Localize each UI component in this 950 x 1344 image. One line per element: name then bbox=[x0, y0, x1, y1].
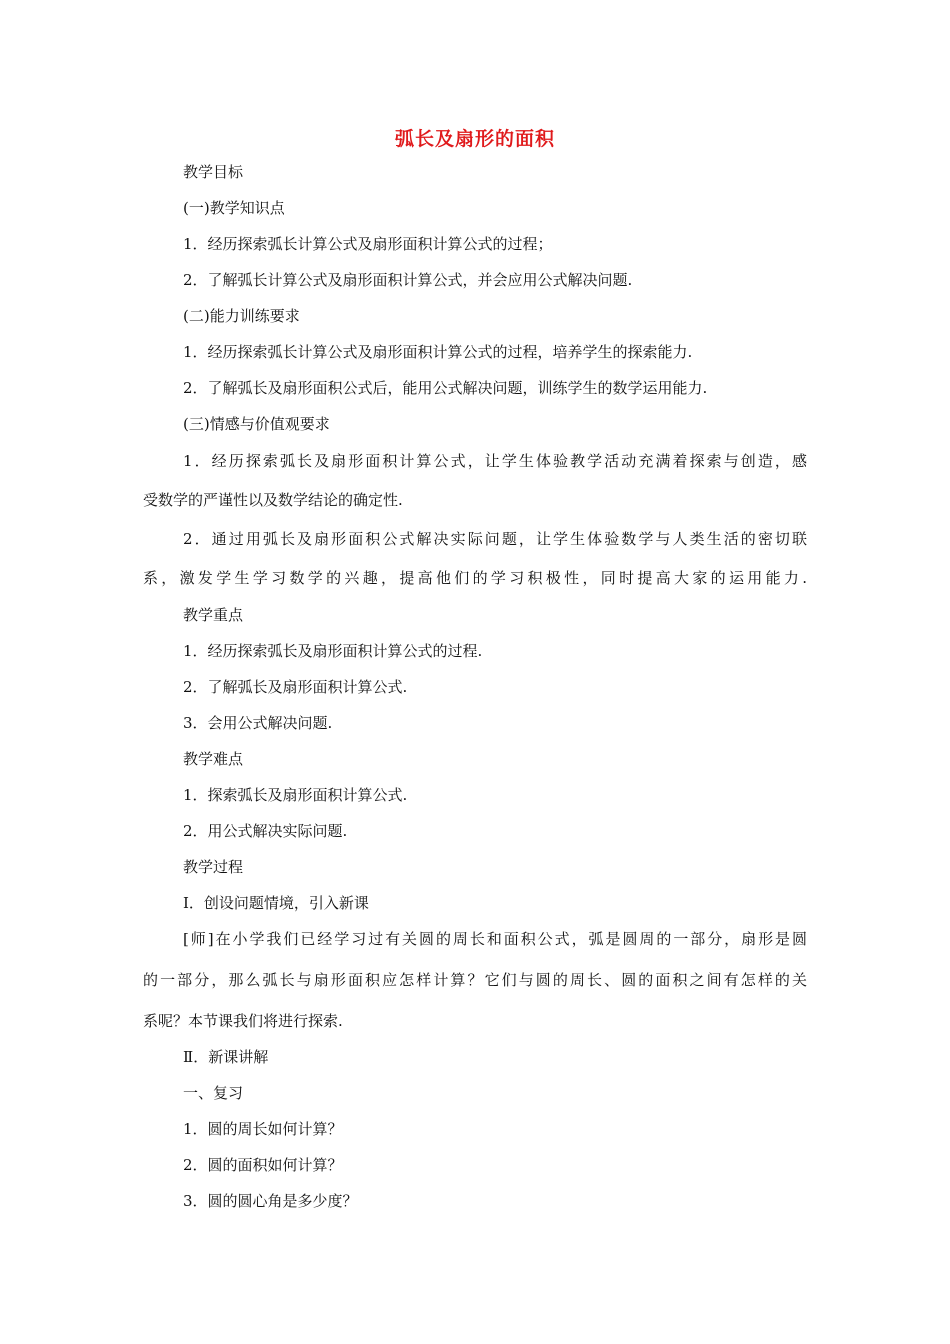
paragraph-line: 3．圆的圆心角是多少度？ bbox=[183, 1192, 358, 1210]
paragraph-line: 1．经历探索弧长计算公式及扇形面积计算公式的过程，培养学生的探索能力. bbox=[183, 343, 693, 361]
paragraph-line: 1．经历探索弧长及扇形面积计算公式，让学生体验教学活动充满着探索与创造，感 bbox=[183, 452, 807, 470]
paragraph-line: 1．探索弧长及扇形面积计算公式. bbox=[183, 786, 408, 804]
paragraph-line: 2．通过用弧长及扇形面积公式解决实际问题，让学生体验数学与人类生活的密切联 bbox=[183, 530, 807, 548]
paragraph-line: 2．用公式解决实际问题. bbox=[183, 822, 348, 840]
heading-teaching-process: 教学过程 bbox=[183, 858, 244, 876]
paragraph-line: [师]在小学我们已经学习过有关圆的周长和面积公式，弧是圆周的一部分，扇形是圆 bbox=[183, 930, 807, 948]
paragraph-line: 2．圆的面积如何计算？ bbox=[183, 1156, 343, 1174]
paragraph-line: 2．了解弧长及扇形面积公式后，能用公式解决问题，训练学生的数学运用能力. bbox=[183, 379, 708, 397]
subheading-knowledge-points: (一)教学知识点 bbox=[183, 199, 285, 217]
paragraph-line: 2．了解弧长计算公式及扇形面积计算公式，并会应用公式解决问题. bbox=[183, 271, 633, 289]
heading-difficult-points: 教学难点 bbox=[183, 750, 244, 768]
subheading-ability-training: (二)能力训练要求 bbox=[183, 307, 300, 325]
paragraph-line: 1．圆的周长如何计算？ bbox=[183, 1120, 343, 1138]
section-heading-1: Ⅰ．创设问题情境，引入新课 bbox=[183, 894, 369, 912]
paragraph-line: 系，激发学生学习数学的兴趣，提高他们的学习积极性，同时提高大家的运用能力. bbox=[143, 569, 807, 587]
paragraph-line: 受数学的严谨性以及数学结论的确定性. bbox=[143, 491, 403, 509]
paragraph-line: 3．会用公式解决问题. bbox=[183, 714, 333, 732]
section-heading-2: Ⅱ．新课讲解 bbox=[183, 1048, 269, 1066]
paragraph-line: 2．了解弧长及扇形面积计算公式. bbox=[183, 678, 408, 696]
document-title: 弧长及扇形的面积 bbox=[394, 128, 555, 150]
paragraph-line: 系呢？本节课我们将进行探索. bbox=[143, 1012, 343, 1030]
paragraph-line: 1．经历探索弧长计算公式及扇形面积计算公式的过程； bbox=[183, 235, 553, 253]
subsection-heading-review: 一、复习 bbox=[183, 1084, 244, 1102]
paragraph-line: 的一部分，那么弧长与扇形面积应怎样计算？它们与圆的周长、圆的面积之间有怎样的关 bbox=[143, 971, 807, 989]
heading-key-points: 教学重点 bbox=[183, 606, 244, 624]
paragraph-line: 1．经历探索弧长及扇形面积计算公式的过程. bbox=[183, 642, 483, 660]
heading-teaching-goals: 教学目标 bbox=[183, 163, 244, 181]
subheading-emotion-values: (三)情感与价值观要求 bbox=[183, 415, 330, 433]
